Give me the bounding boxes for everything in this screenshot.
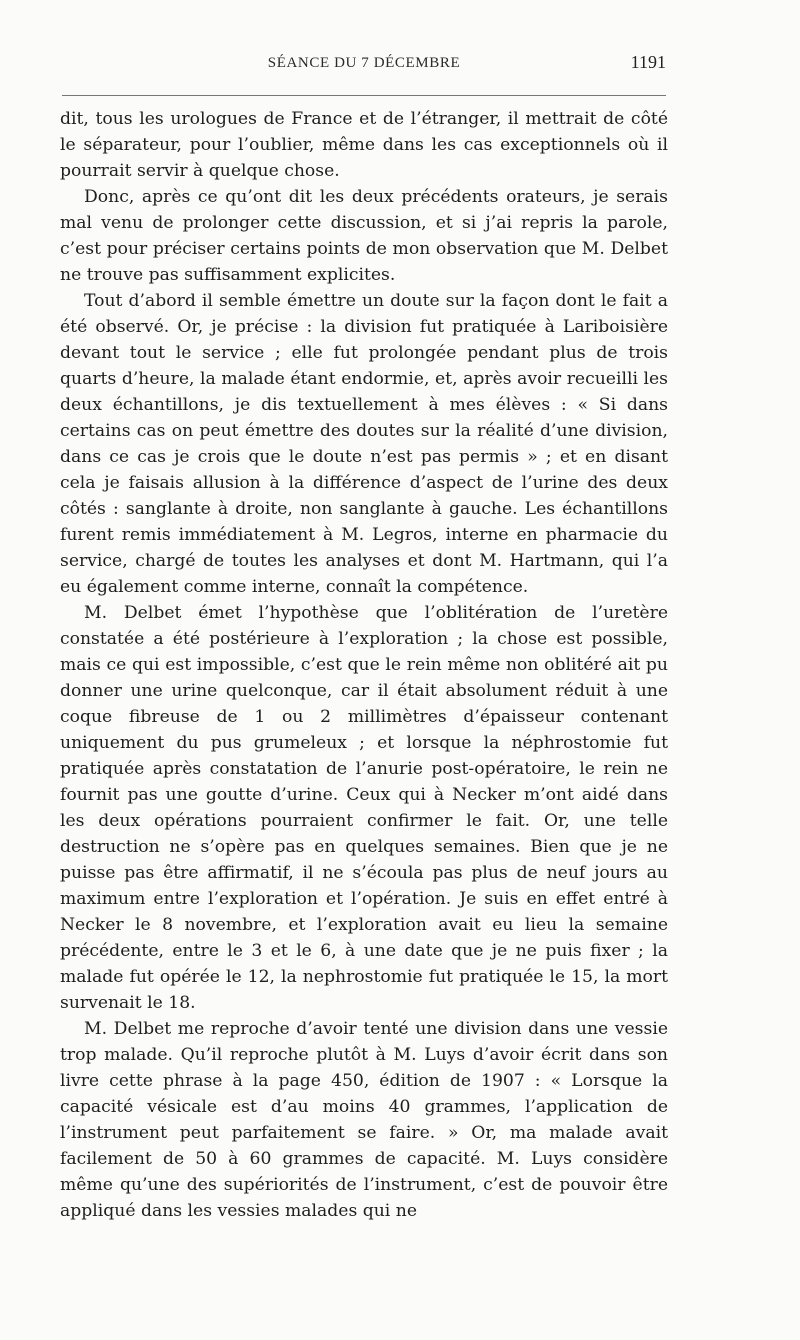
body-text <box>60 106 668 1224</box>
page-number: 1191 <box>630 52 666 72</box>
paragraph-5: M. Delbet me reproche d’avoir tenté une division dans une vessie trop malade. Qu’il reproche plutôt à M. Luys d’avoir écrit dans son livre cette phrase à la page 450, édition de 1907 : « Lorsque la capacité vésicale est d’au moins 40 grammes, l’application de l’instrument peut parfaitement se faire. » Or, ma malade avait facilement de 50 à 60 grammes de capacité. M. Luys considère même qu’une des supériorités de l’instrument, c’est de pouvoir être appliqué dans les vessies malades qui ne <box>60 1019 668 1221</box>
running-head <box>62 49 666 79</box>
paragraph-4: M. Delbet émet l’hypothèse que l’oblitération de l’uretère constatée a été postérieure à l’exploration ; la chose est possible, mais ce qui est impossible, c’est que le rein même non oblitéré ait pu donner une urine quelconque, car il était absolument réduit à une coque fibreuse de 1 ou 2 millimètres d’épaisseur contenant uniquement du pus grumeleux ; et lorsque la néphrostomie fut pratiquée après constatation de l’anurie post-opératoire, le rein ne fournit pas une goutte d’urine. Ceux qui à Necker m’ont aidé dans les deux opérations pourraient confirmer le fait. Or, une telle destruction ne s’opère pas en quelques semaines. Bien que je ne puisse pas être affirmatif, il ne s’écoula pas plus de neuf jours au maximum entre l’exploration et l’opération. Je suis en effet entré à Necker le 8 novembre, et l’exploration avait eu lieu la semaine précédente, entre le 3 et le 6, à une date que je ne puis fixer ; la malade fut opérée le 12, la nephrostomie fut pratiquée le 15, la mort survenait le 18. <box>60 603 668 1013</box>
paragraph-2: Donc, après ce qu’ont dit les deux précédents orateurs, je serais mal venu de prolonger cette discussion, et si j’ai repris la parole, c’est pour préciser certains points de mon observation que M. Delbet ne trouve pas suffisamment explicites. <box>60 187 668 285</box>
running-title: SÉANCE DU 7 DÉCEMBRE <box>267 55 461 71</box>
header-rule <box>62 95 666 96</box>
paragraph-3: Tout d’abord il semble émettre un doute sur la façon dont le fait a été observé. Or, je précise : la division fut pratiquée à Lariboisière devant tout le service ; elle fut prolongée pendant plus de trois quarts d’heure, la malade étant endormie, et, après avoir recueilli les deux échantillons, je dis textuellement à mes élèves : « Si dans certains cas on peut émettre des doutes sur la réalité d’une division, dans ce cas je crois que le doute n’est pas permis » ; et en disant cela je faisais allusion à la différence d’aspect de l’urine des deux côtés : sanglante à droite, non sanglante à gauche. Les échantillons furent remis immédiatement à M. Legros, interne en pharmacie du service, chargé de toutes les analyses et dont M. Hartmann, qui l’a eu également comme interne, connaît la compétence. <box>60 291 668 597</box>
paragraph-1: dit, tous les urologues de France et de l’étranger, il mettrait de côté le séparateur, pour l’oublier, même dans les cas exceptionnels où il pourrait servir à quelque chose. <box>60 109 668 181</box>
